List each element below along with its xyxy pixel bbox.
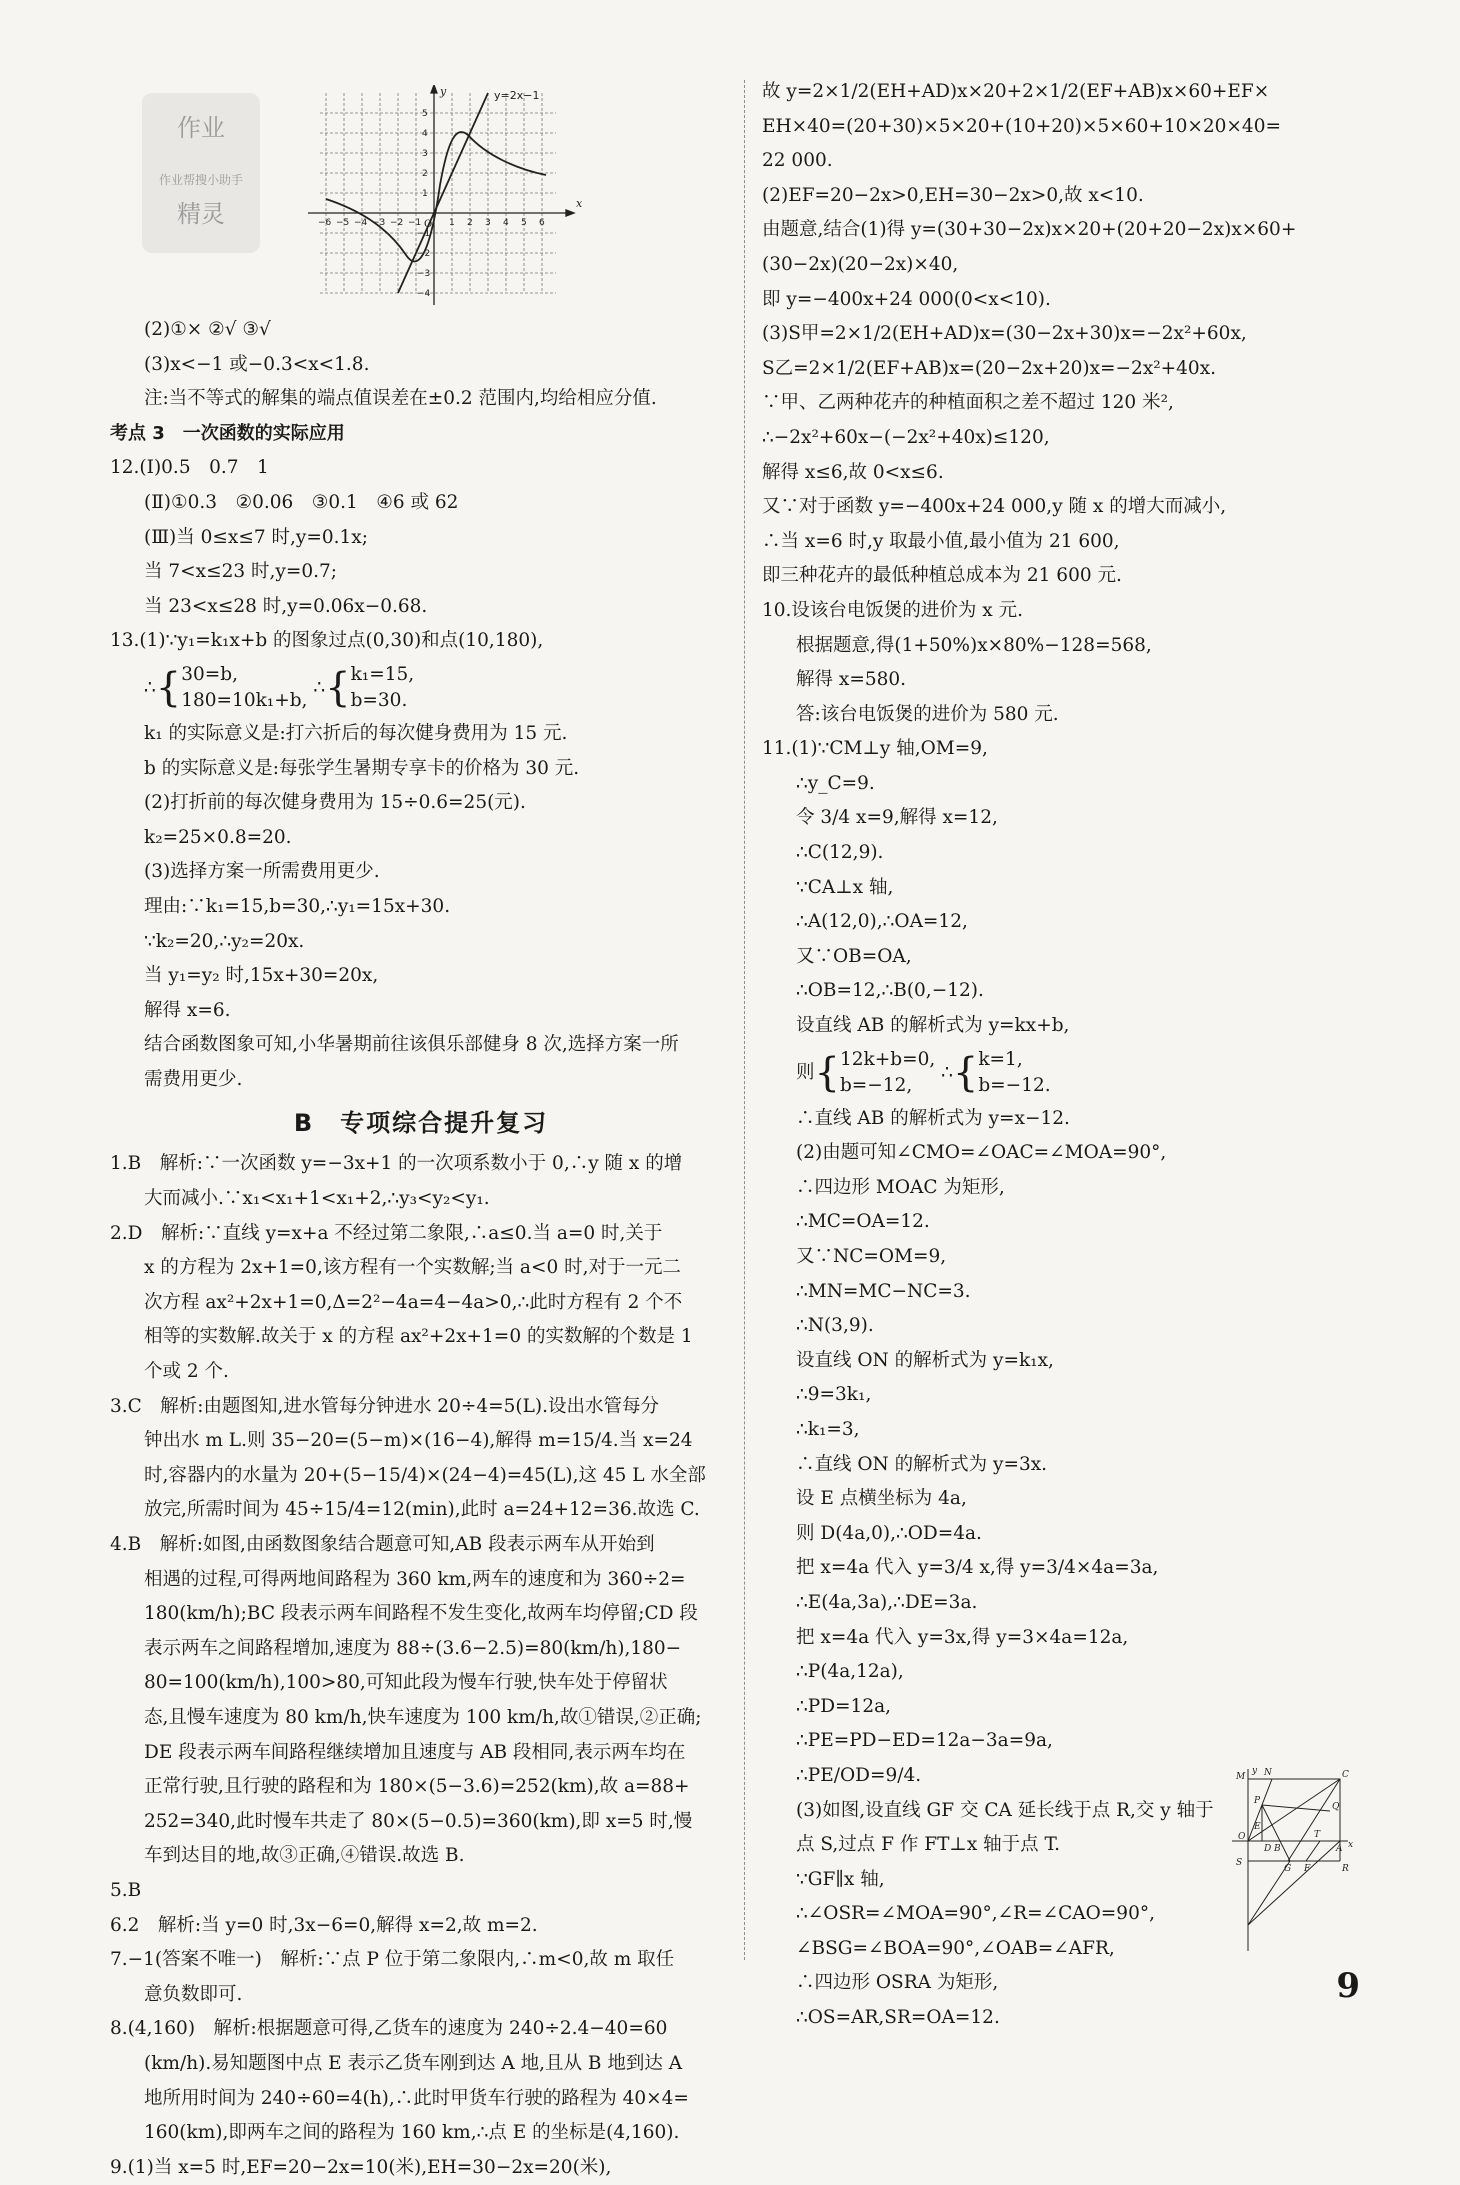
answer-line: ∴E(4a,3a),∴DE=3a. [796, 1591, 978, 1613]
answer-line: 理由:∵k₁=15,b=30,∴y₁=15x+30. [144, 895, 451, 917]
brace-icon: { [814, 1049, 840, 1096]
y-tick: −1 [417, 229, 431, 239]
answer-line: ∴MN=MC−NC=3. [796, 1280, 971, 1302]
y-tick: −2 [417, 249, 431, 259]
question-line: 1.B 解析:∵一次函数 y=−3x+1 的一次项系数小于 0,∴y 随 x 的增 [110, 1153, 683, 1175]
answer-line: ∴A(12,0),∴OA=12, [796, 911, 968, 933]
y-tick: 5 [422, 109, 428, 119]
geometry-figure [1228, 1765, 1358, 1955]
answer-line: 点 S,过点 F 作 FT⊥x 轴于点 T. [796, 1834, 1061, 1856]
answer-line: ∴PD=12a, [796, 1695, 892, 1717]
answer-line: ∴MC=OA=12. [796, 1211, 930, 1233]
answer-line: 即三种花卉的最低种植总成本为 21 600 元. [762, 565, 1122, 587]
answer-line: ∠BSG=∠BOA=90°,∠OAB=∠AFR, [796, 1937, 1115, 1959]
answer-line: 把 x=4a 代入 y=3/4 x,得 y=3/4×4a=3a, [796, 1557, 1159, 1579]
answer-line: ∴直线 AB 的解析式为 y=x−12. [796, 1107, 1070, 1129]
answer-line: S乙=2×1/2(EF+AB)x=(20−2x+20)x=−2x²+40x. [762, 357, 1217, 379]
curve-function [326, 132, 546, 261]
system-row: k₁=15, [350, 663, 415, 685]
fig-label: M [1236, 1771, 1246, 1782]
answer-line: 解得 x=580. [796, 669, 907, 691]
x-tick: −4 [354, 218, 368, 228]
answer-line: (2)由题可知∠CMO=∠OAC=∠MOA=90°, [796, 1142, 1167, 1164]
system-row: 30=b, [181, 663, 238, 685]
column-divider [744, 80, 745, 1960]
question-line: 13.(1)∵y₁=k₁x+b 的图象过点(0,30)和点(10,180), [110, 630, 544, 652]
y-tick: 2 [422, 169, 428, 179]
x-tick: 4 [503, 218, 509, 228]
answer-line: ∴∠OSR=∠MOA=90°,∠R=∠CAO=90°, [796, 1903, 1155, 1925]
fig-label: N [1264, 1767, 1272, 1778]
x-tick: 3 [485, 218, 491, 228]
answer-line: EH×40=(20+30)×5×20+(10+20)×5×60+10×20×40= [762, 115, 1281, 137]
stamp-line-2: 作业帮搜小助手 [158, 173, 243, 187]
brace-icon: { [325, 664, 351, 711]
answer-line: 大而减小.∵x₁<x₁+1<x₁+2,∴y₃<y₂<y₁. [144, 1188, 490, 1210]
function-graph [306, 85, 586, 307]
answer-line: (Ⅲ)当 0≤x≤7 时,y=0.1x; [144, 526, 368, 548]
question-line: 5.B [110, 1879, 142, 1901]
answer-line: 当 23<x≤28 时,y=0.06x−0.68. [144, 595, 428, 617]
fig-label: F [1304, 1863, 1311, 1874]
answer-line: 解得 x=6. [144, 999, 231, 1021]
answer-line: 根据题意,得(1+50%)x×80%−128=568, [796, 634, 1152, 656]
equation-system [762, 1044, 1362, 1102]
y-tick: 3 [422, 149, 428, 159]
x-tick: 6 [539, 218, 545, 228]
answer-line: (km/h).易知题图中点 E 表示乙货车刚到达 A 地,且从 B 地到达 A [144, 2052, 683, 2074]
answer-line: (3)如图,设直线 GF 交 CA 延长线于点 R,交 y 轴于 [796, 1799, 1214, 1821]
system-row: 12k+b=0, [839, 1048, 936, 1070]
answer-line: DE 段表示两车间路程继续增加且速度与 AB 段相同,表示两车均在 [144, 1741, 686, 1763]
answer-line: k₁ 的实际意义是:打六折后的每次健身费用为 15 元. [144, 722, 568, 744]
fig-label: x [1348, 1839, 1354, 1850]
system-row: b=30. [350, 689, 408, 711]
answer-line: 时,容器内的水量为 20+(5−15/4)×(24−4)=45(L),这 45 L 水全部 [144, 1464, 706, 1486]
origin-label: O [424, 219, 433, 230]
answer-line: 设直线 ON 的解析式为 y=k₁x, [796, 1349, 1054, 1371]
fig-label: T [1314, 1829, 1321, 1840]
fig-label: O [1238, 1831, 1246, 1842]
answer-line: 相遇的过程,可得两地间路程为 360 km,两车的速度和为 360÷2= [144, 1568, 686, 1590]
answer-line: ∴PE/OD=9/4. [796, 1764, 922, 1786]
answer-line: 设直线 AB 的解析式为 y=kx+b, [796, 1015, 1070, 1037]
brace-icon: { [155, 664, 182, 711]
answer-line: ∴9=3k₁, [796, 1384, 872, 1406]
section-heading: 考点 3 一次函数的实际应用 [110, 422, 345, 444]
answer-line: 个或 2 个. [144, 1361, 229, 1383]
watermark-stamp [142, 93, 260, 253]
fig-label: B [1274, 1843, 1281, 1854]
x-tick: −2 [390, 218, 404, 228]
y-tick: 1 [422, 189, 428, 199]
fig-label: y [1252, 1765, 1258, 1776]
answer-line: 表示两车之间路程增加,速度为 88÷(3.6−2.5)=80(km/h),180− [144, 1637, 682, 1659]
brace-icon: { [952, 1049, 979, 1096]
answer-line: (2)EF=20−2x>0,EH=30−2x>0,故 x<10. [762, 184, 1144, 206]
stamp-line-3: 精灵 [177, 200, 225, 228]
left-column [110, 75, 732, 2185]
answer-line: ∵CA⊥x 轴, [796, 876, 894, 898]
therefore-symbol: ∴ [941, 1061, 953, 1083]
page-number: 9 [1336, 1966, 1360, 2006]
fig-label: S [1236, 1857, 1243, 1868]
answer-line: 态,且慢车速度为 80 km/h,快车速度为 100 km/h,故①错误,②正确; [144, 1706, 702, 1728]
answer-line: 又∵NC=OM=9, [796, 1246, 947, 1267]
answer-line: 又∵OB=OA, [796, 945, 912, 967]
question-line: 7.−1(答案不唯一) 解析:∵点 P 位于第二象限内,∴m<0,故 m 取任 [110, 1949, 675, 1971]
answer-line: 180(km/h);BC 段表示两车间路程不发生变化,故两车均停留;CD 段 [144, 1603, 698, 1625]
answer-line: (3)S甲=2×1/2(EH+AD)x=(30−2x+30)x=−2x²+60x, [762, 323, 1247, 345]
fig-label: Q [1332, 1801, 1340, 1812]
x-tick: 2 [467, 218, 473, 228]
answer-line: 当 y₁=y₂ 时,15x+30=20x, [144, 965, 379, 987]
question-line: 12.(Ⅰ)0.5 0.7 1 [110, 457, 269, 479]
question-line: 4.B 解析:如图,由函数图象结合题意可知,AB 段表示两车从开始到 [110, 1534, 655, 1555]
stamp-line-1: 作业 [177, 114, 225, 142]
answer-line: b 的实际意义是:每张学生暑期专享卡的价格为 30 元. [144, 757, 580, 779]
answer-line: 当 7<x≤23 时,y=0.7; [144, 561, 337, 583]
fig-label: C [1342, 1769, 1349, 1780]
answer-line: 设 E 点横坐标为 4a, [796, 1488, 967, 1510]
answer-line: ∴C(12,9). [796, 842, 884, 864]
therefore-symbol: ∴ [144, 676, 156, 698]
y-tick: 4 [422, 129, 428, 139]
fig-label: R [1342, 1863, 1349, 1874]
answer-line: ∴OS=AR,SR=OA=12. [796, 2007, 1000, 2029]
answer-line: 次方程 ax²+2x+1=0,Δ=2²−4a=4−4a>0,∴此时方程有 2 个不 [144, 1291, 683, 1313]
fig-label: P [1254, 1795, 1261, 1806]
question-line: 11.(1)∵CM⊥y 轴,OM=9, [762, 738, 988, 760]
answer-line: ∵k₂=20,∴y₂=20x. [144, 930, 305, 952]
answer-line: 结合函数图象可知,小华暑期前往该俱乐部健身 8 次,选择方案一所 [144, 1034, 679, 1056]
curve-label: y=2x−1 [494, 89, 540, 102]
answer-line: (Ⅱ)①0.3 ②0.06 ③0.1 ④6 或 62 [144, 491, 459, 513]
answer-line: (30−2x)(20−2x)×40, [762, 253, 959, 275]
y-axis-arrow-icon [431, 85, 437, 93]
fig-label: G [1284, 1863, 1292, 1874]
answer-line: ∴当 x=6 时,y 取最小值,最小值为 21 600, [762, 530, 1120, 552]
answer-line: 需费用更少. [144, 1068, 243, 1090]
answer-line: 故 y=2×1/2(EH+AD)x×20+2×1/2(EF+AB)x×60+EF× [762, 81, 1270, 102]
system-row: k=1, [978, 1048, 1023, 1070]
question-line: 10.设该台电饭煲的进价为 x 元. [762, 599, 1023, 621]
fig-label: E [1254, 1821, 1261, 1832]
x-tick: −1 [408, 218, 422, 228]
x-tick: 1 [449, 218, 455, 228]
line-AB [1248, 1841, 1340, 1925]
answer-line: (2)①× ②√ ③√ [144, 319, 271, 340]
answer-line: 即 y=−400x+24 000(0<x<10). [762, 288, 1051, 310]
answer-line: (3)x<−1 或−0.3<x<1.8. [144, 353, 370, 375]
answer-line: ∴N(3,9). [796, 1315, 874, 1337]
therefore-symbol: ∴ [313, 676, 326, 698]
answer-line: 160(km),即两车之间的路程为 160 km,∴点 E 的坐标是(4,160). [144, 2122, 680, 2144]
question-line: 9.(1)当 x=5 时,EF=20−2x=10(米),EH=30−2x=20(米), [110, 2156, 612, 2178]
system-row: b=−12. [978, 1074, 1051, 1096]
y-tick: −3 [417, 269, 431, 279]
question-line: 6.2 解析:当 y=0 时,3x−6=0,解得 x=2,故 m=2. [110, 1914, 538, 1936]
answer-line: 答:该台电饭煲的进价为 580 元. [796, 703, 1059, 725]
answer-line: (3)选择方案一所需费用更少. [144, 861, 380, 883]
answer-line: ∴P(4a,12a), [796, 1661, 904, 1683]
answer-line: 正常行驶,且行驶的路程和为 180×(5−3.6)=252(km),故 a=88+ [144, 1776, 690, 1798]
x-axis-label: x [576, 197, 583, 210]
fig-label: A [1336, 1843, 1343, 1854]
answer-line: ∴y_C=9. [796, 772, 875, 794]
answer-line: 解得 x≤6,故 0<x≤6. [762, 461, 944, 483]
answer-line: (2)打折前的每次健身费用为 15÷0.6=25(元). [144, 792, 526, 814]
x-tick: 5 [521, 218, 527, 228]
x-axis-arrow-icon [566, 210, 574, 216]
answer-line: ∵甲、乙两种花卉的种植面积之差不超过 120 米², [762, 392, 1174, 414]
answer-line: 把 x=4a 代入 y=3x,得 y=3×4a=12a, [796, 1626, 1129, 1648]
answer-line: 相等的实数解.故关于 x 的方程 ax²+2x+1=0 的实数解的个数是 1 [144, 1326, 693, 1348]
answer-line: k₂=25×0.8=20. [144, 826, 292, 848]
answer-line: 则 D(4a,0),∴OD=4a. [796, 1522, 982, 1544]
x-tick: −3 [372, 218, 386, 228]
system-row: 180=10k₁+b, [181, 689, 308, 711]
answer-line: 252=340,此时慢车共走了 80×(5−0.5)=360(km),即 x=5 时,慢 [144, 1810, 693, 1832]
figure-block [762, 1759, 1362, 2039]
question-line: 8.(4,160) 解析:根据题意可得,乙货车的速度为 240÷2.4−40=60 [110, 2018, 668, 2040]
answer-line: 钟出水 m L.则 35−20=(5−m)×(16−4),解得 m=15/4.当 x=24 [144, 1430, 693, 1452]
section-title: B 专项综合提升复习 [293, 1109, 549, 1138]
answer-line: ∴四边形 MOAC 为矩形, [796, 1176, 1005, 1198]
answer-line: ∴PE=PD−ED=12a−3a=9a, [796, 1730, 1053, 1752]
answer-line: 放完,所需时间为 45÷15/4=12(min),此时 a=24+12=36.故选 C. [144, 1499, 700, 1521]
answer-line: 22 000. [762, 150, 833, 172]
graph-area [110, 75, 732, 313]
answer-line: 80=100(km/h),100>80,可知此段为慢车行驶,快车处于停留状 [144, 1672, 668, 1694]
question-line: 2.D 解析:∵直线 y=x+a 不经过第二象限,∴a≤0.当 a=0 时,关于 [110, 1222, 663, 1244]
answer-line: ∴k₁=3, [796, 1418, 860, 1440]
answer-line: 车到达目的地,故③正确,④错误.故选 B. [144, 1845, 465, 1867]
then-word: 则 [796, 1061, 815, 1083]
fig-label: D [1264, 1843, 1272, 1854]
answer-line: 令 3/4 x=9,解得 x=12, [796, 807, 998, 829]
answer-line: ∴四边形 OSRA 为矩形, [796, 1972, 999, 1994]
answer-line: 由题意,结合(1)得 y=(30+30−2x)x×20+(20+20−2x)x×60+ [762, 219, 1297, 241]
answer-line: 意负数即可. [144, 1983, 243, 2005]
answer-line: ∴直线 ON 的解析式为 y=3x. [796, 1453, 1048, 1475]
y-axis-label: y [440, 85, 447, 98]
answer-line: 地所用时间为 240÷60=4(h),∴此时甲货车行驶的路程为 40×4= [144, 2087, 689, 2109]
equation-system [110, 659, 732, 717]
answer-line: ∵GF∥x 轴, [796, 1868, 885, 1890]
y-tick: −4 [417, 289, 431, 299]
x-tick: −6 [318, 218, 332, 228]
answer-line: x 的方程为 2x+1=0,该方程有一个实数解;当 a<0 时,对于一元二 [144, 1257, 681, 1279]
right-column [762, 75, 1362, 2039]
answer-line: ∴OB=12,∴B(0,−12). [796, 980, 984, 1002]
question-line: 3.C 解析:由题图知,进水管每分钟进水 20÷4=5(L).设出水管每分 [110, 1395, 659, 1417]
x-tick: −5 [336, 218, 350, 228]
answer-line: 又∵对于函数 y=−400x+24 000,y 随 x 的增大而减小, [762, 496, 1227, 518]
answer-line: ∴−2x²+60x−(−2x²+40x)≤120, [762, 426, 1050, 448]
answer-line: 注:当不等式的解集的端点值误差在±0.2 范围内,均给相应分值. [144, 388, 657, 410]
system-row: b=−12, [839, 1074, 913, 1096]
